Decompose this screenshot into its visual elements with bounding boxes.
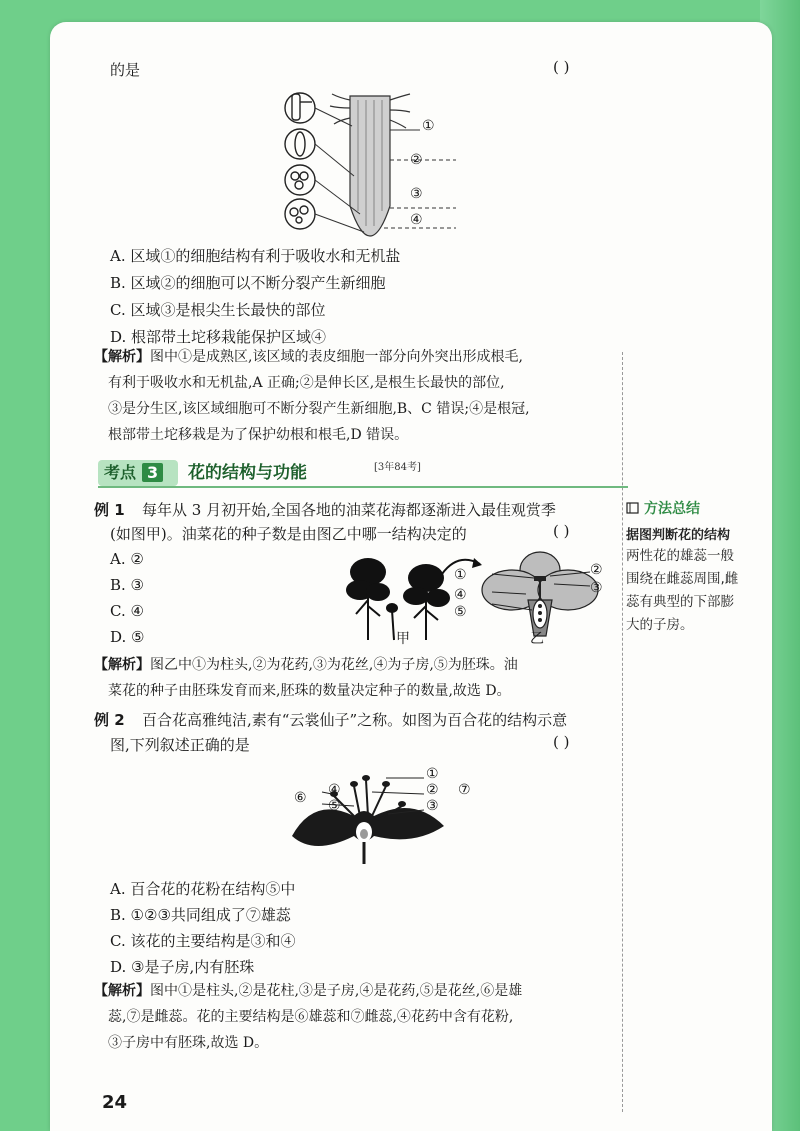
sidebar-title: 方法总结 (644, 501, 700, 517)
lily-label-5: ⑤ (328, 798, 341, 814)
flower-label-4: ④ (454, 587, 467, 603)
analysis-tag: 【解析】 (94, 983, 150, 999)
analysis-block (94, 978, 522, 1056)
analysis-line: ③子房中有胚珠,故选 D。 (108, 1035, 269, 1051)
option-d: D. ⑤ (110, 628, 145, 646)
section-exam-tag: [3年84考] (374, 462, 421, 473)
lily-label-1: ① (426, 766, 439, 782)
analysis-line: 根部带土坨移栽是为了保护幼根和根毛,D 错误。 (108, 427, 409, 443)
option-c: C. ④ (110, 602, 144, 620)
lily-label-6: ⑥ (294, 790, 307, 806)
option-a: A. 区域①的细胞结构有利于吸收水和无机盐 (110, 247, 401, 265)
analysis-line: 图乙中①为柱头,②为花药,③为花丝,④为子房,⑤为胚珠。油 (150, 657, 518, 673)
flower-label-3: ③ (590, 580, 603, 596)
flower-label-1: ① (454, 567, 467, 583)
root-tip-figure (280, 86, 460, 256)
section-number: 3 (142, 463, 163, 482)
section-badge: 考点 3 (98, 460, 178, 486)
example-2-label: 例 2 (94, 711, 125, 729)
analysis-line: 图中①是成熟区,该区域的表皮细胞一部分向外突出形成根毛, (150, 349, 523, 365)
example-1-label: 例 1 (94, 501, 125, 519)
root-label-4: ④ (410, 212, 423, 228)
analysis-tag: 【解析】 (94, 657, 150, 673)
rapeseed-flower-structure-figure (470, 550, 610, 640)
example-1-stem-line: (如图甲)。油菜花的种子数是由图乙中哪一结构决定的 (110, 525, 467, 543)
book-page (50, 22, 772, 1131)
lily-label-2: ② (426, 782, 439, 798)
option-d: D. ③是子房,内有胚珠 (110, 958, 255, 976)
option-d: D. 根部带土坨移栽能保护区域④ (110, 328, 327, 346)
method-summary-sidebar (626, 498, 766, 637)
sidebar-line: 大的子房。 (626, 617, 694, 633)
lily-label-7: ⑦ (458, 782, 471, 798)
analysis-line: 有利于吸收水和无机盐,A 正确;②是伸长区,是根生长最快的部位, (108, 375, 505, 391)
sidebar-line: 蕊有典型的下部膨 (626, 594, 734, 610)
analysis-line: 蕊,⑦是雌蕊。花的主要结构是⑥雄蕊和⑦雌蕊,④花药中含有花粉, (108, 1009, 514, 1025)
example-1-stem-line: 每年从 3 月初开始,全国各地的油菜花海都逐渐进入最佳观赏季 (142, 501, 556, 519)
option-a: A. 百合花的花粉在结构⑤中 (110, 880, 296, 898)
answer-parenthesis: ( ) (553, 733, 570, 751)
answer-parenthesis: ( ) (553, 522, 570, 540)
option-a: A. ② (110, 550, 144, 568)
answer-parenthesis: ( ) (553, 58, 570, 76)
flower-label-2: ② (590, 562, 603, 578)
book-icon (626, 501, 640, 515)
section-title: 花的结构与功能 (188, 463, 307, 483)
example-2-stem-line: 图,下列叙述正确的是 (110, 736, 250, 754)
lily-label-3: ③ (426, 798, 439, 814)
lily-label-4: ④ (328, 782, 341, 798)
page-number: 24 (102, 1092, 128, 1113)
option-b: B. 区域②的细胞可以不断分裂产生新细胞 (110, 274, 386, 292)
figure-yi-caption: 乙 (530, 631, 544, 647)
sidebar-subtitle: 据图判断花的结构 (626, 528, 731, 543)
analysis-line: 菜花的种子由胚珠发育而来,胚珠的数量决定种子的数量,故选 D。 (108, 683, 511, 699)
sidebar-line: 围绕在雌蕊周围,雌 (626, 571, 739, 587)
analysis-block (94, 344, 530, 448)
sidebar-line: 两性花的雄蕊一般 (626, 548, 734, 564)
root-label-3: ③ (410, 186, 423, 202)
root-label-1: ① (422, 118, 435, 134)
flower-label-5: ⑤ (454, 604, 467, 620)
analysis-line: ③是分生区,该区域细胞可不断分裂产生新细胞,B、C 错误;④是根冠, (108, 401, 530, 417)
option-c: C. 该花的主要结构是③和④ (110, 932, 296, 950)
root-label-2: ② (410, 152, 423, 168)
option-b: B. ③ (110, 576, 145, 594)
section-header (98, 458, 628, 488)
analysis-tag: 【解析】 (94, 349, 150, 365)
option-c: C. 区域③是根尖生长最快的部位 (110, 301, 326, 319)
analysis-block (94, 652, 518, 704)
option-b: B. ①②③共同组成了⑦雄蕊 (110, 906, 291, 924)
analysis-line: 图中①是柱头,②是花柱,③是子房,④是花药,⑤是花丝,⑥是雄 (150, 983, 523, 999)
figure-jia-caption: 甲 (396, 631, 410, 647)
example-2-stem-line: 百合花高雅纯洁,素有“云裳仙子”之称。如图为百合花的结构示意 (142, 711, 568, 729)
question-stem-tail: 的是 (110, 61, 141, 79)
